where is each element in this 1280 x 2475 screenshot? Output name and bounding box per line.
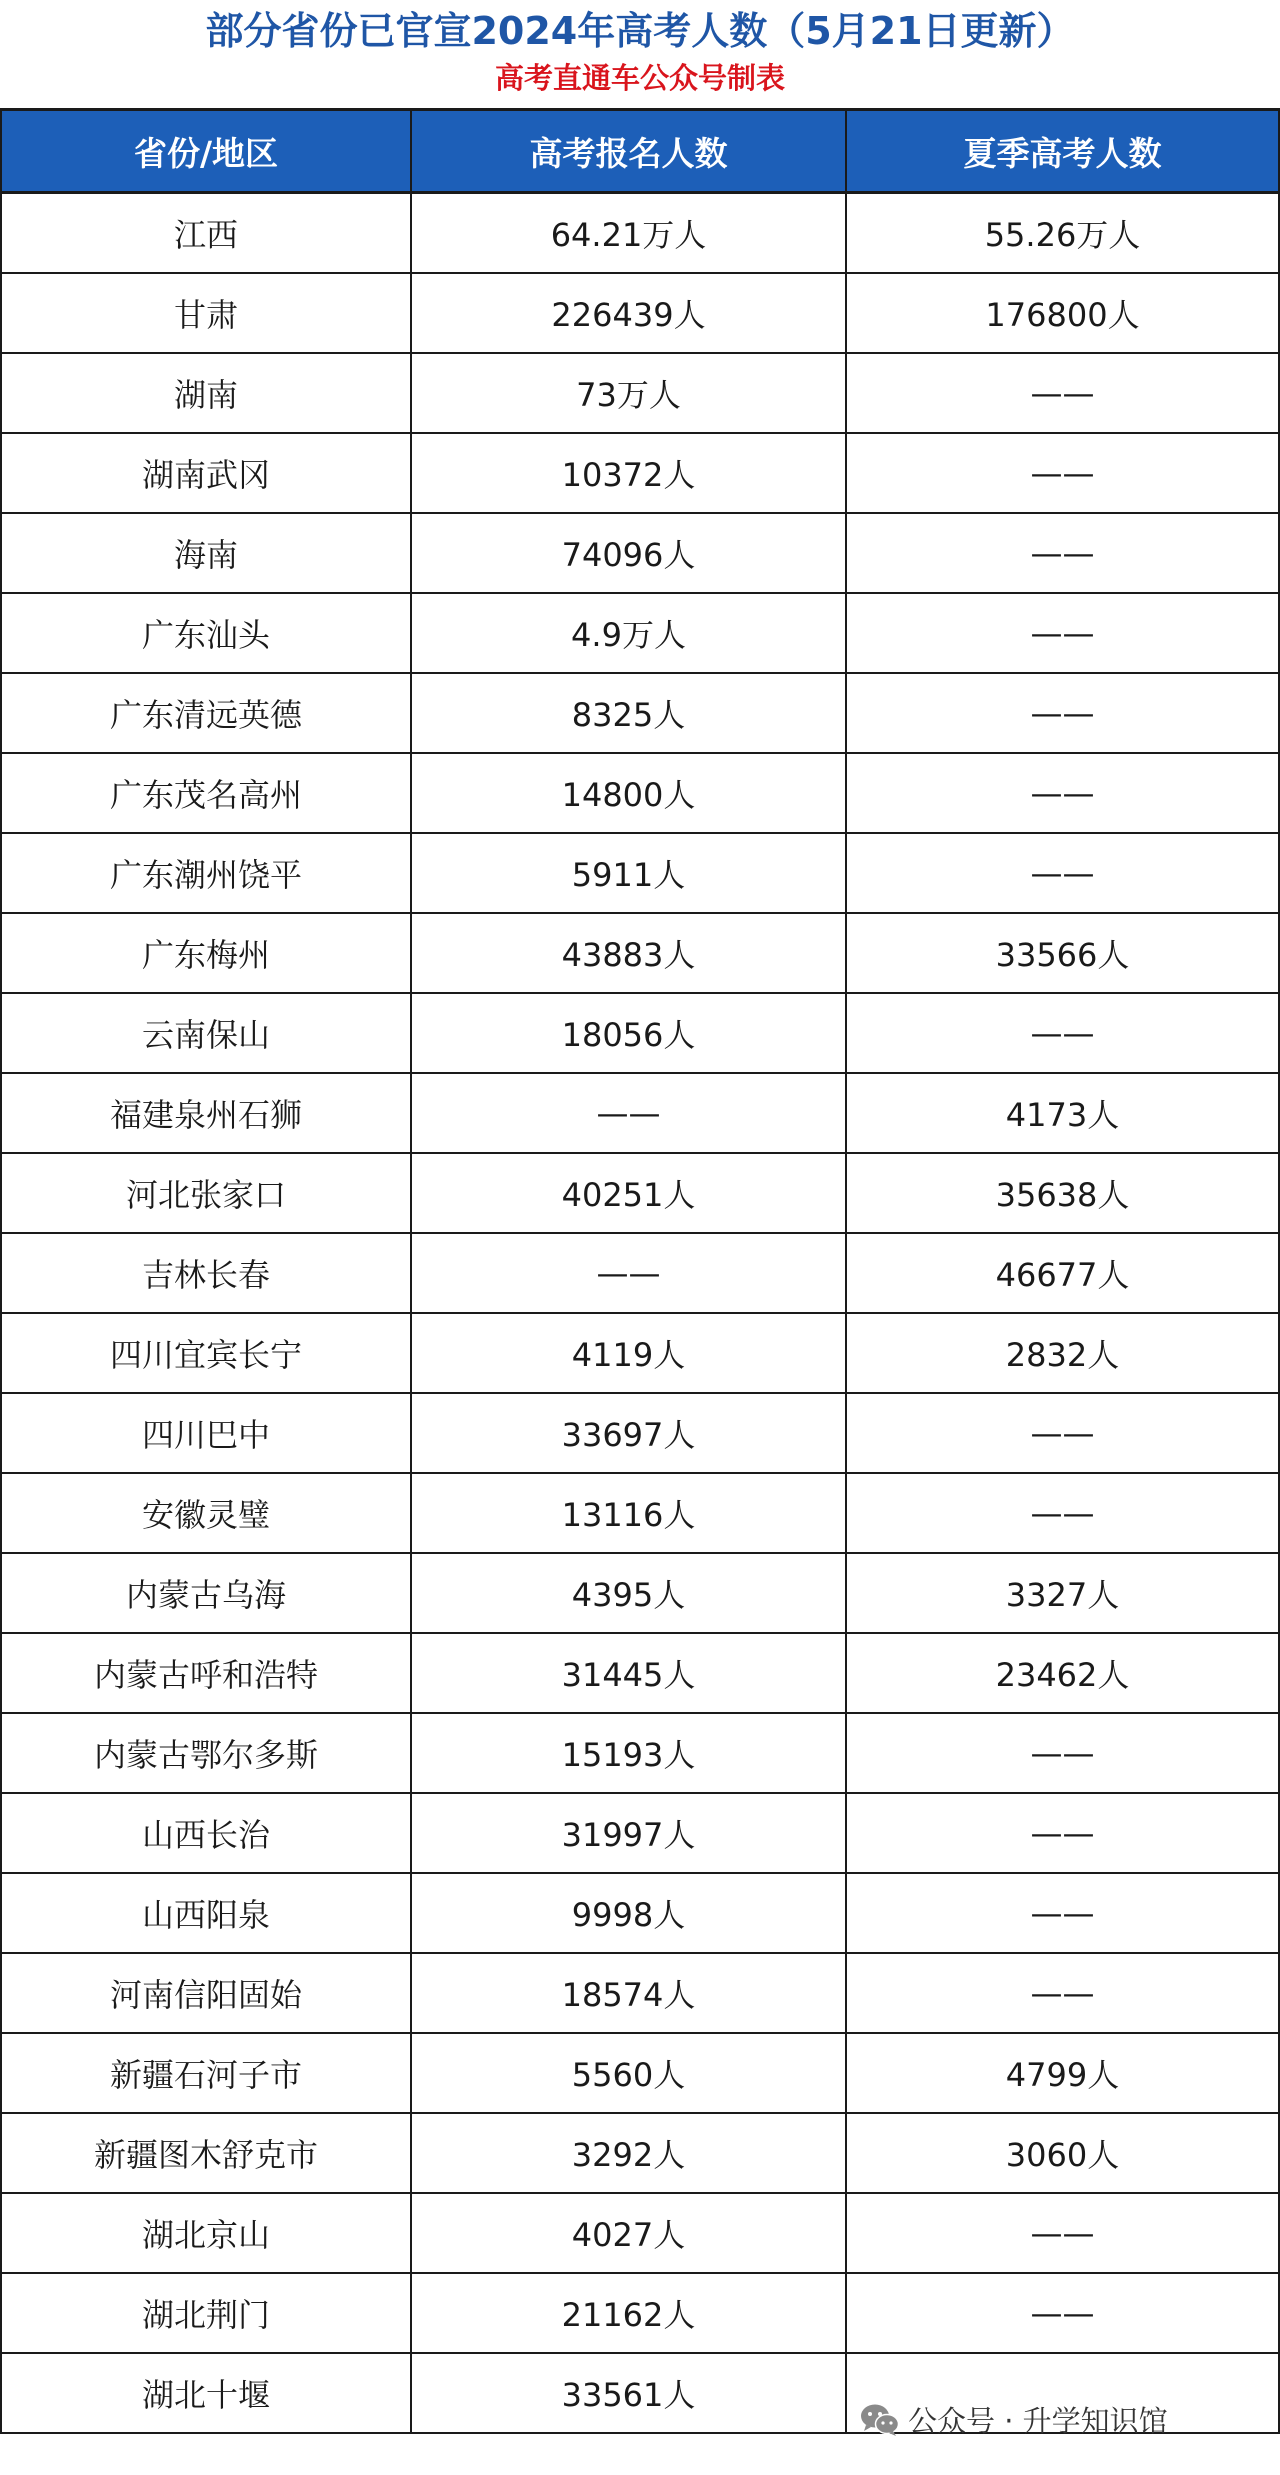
table-row bbox=[1, 1073, 1279, 1153]
table-row bbox=[1, 273, 1279, 353]
cell-registration-count: 10372人 bbox=[411, 433, 846, 513]
table-body bbox=[1, 193, 1279, 2434]
cell-registration-count: 4027人 bbox=[411, 2193, 846, 2273]
table-row bbox=[1, 1473, 1279, 1553]
table-row bbox=[1, 593, 1279, 673]
cell-registration-count: 33561人 bbox=[411, 2353, 846, 2433]
watermark-text: 公众号 · 升学知识馆 bbox=[908, 2404, 1168, 2438]
header-summer-count: 夏季高考人数 bbox=[846, 110, 1279, 193]
cell-registration-count: 43883人 bbox=[411, 913, 846, 993]
table-row bbox=[1, 833, 1279, 913]
cell-summer-count: —— bbox=[846, 753, 1279, 833]
table-row bbox=[1, 1313, 1279, 1393]
cell-summer-count: —— bbox=[846, 513, 1279, 593]
cell-summer-count: 3060人 bbox=[846, 2113, 1279, 2193]
table-row bbox=[1, 1953, 1279, 2033]
cell-region: 新疆石河子市 bbox=[1, 2033, 411, 2113]
cell-registration-count: 9998人 bbox=[411, 1873, 846, 1953]
cell-summer-count: —— bbox=[846, 2193, 1279, 2273]
cell-summer-count: 35638人 bbox=[846, 1153, 1279, 1233]
cell-region: 内蒙古乌海 bbox=[1, 1553, 411, 1633]
cell-region: 湖南 bbox=[1, 353, 411, 433]
table-row bbox=[1, 1633, 1279, 1713]
cell-region: 河南信阳固始 bbox=[1, 1953, 411, 2033]
cell-region: 云南保山 bbox=[1, 993, 411, 1073]
cell-region: 新疆图木舒克市 bbox=[1, 2113, 411, 2193]
cell-region: 广东茂名高州 bbox=[1, 753, 411, 833]
cell-region: 广东潮州饶平 bbox=[1, 833, 411, 913]
cell-summer-count: —— bbox=[846, 673, 1279, 753]
cell-region: 安徽灵璧 bbox=[1, 1473, 411, 1553]
cell-region: 湖北十堰 bbox=[1, 2353, 411, 2433]
cell-registration-count: 64.21万人 bbox=[411, 193, 846, 274]
table-row bbox=[1, 1553, 1279, 1633]
cell-summer-count: 33566人 bbox=[846, 913, 1279, 993]
cell-summer-count: —— bbox=[846, 1473, 1279, 1553]
table-row bbox=[1, 193, 1279, 274]
cell-region: 湖北荆门 bbox=[1, 2273, 411, 2353]
page-subtitle: 高考直通车公众号制表 bbox=[494, 61, 785, 95]
cell-summer-count: —— bbox=[846, 1393, 1279, 1473]
cell-registration-count: —— bbox=[411, 1073, 846, 1153]
cell-region: 山西阳泉 bbox=[1, 1873, 411, 1953]
cell-region: 广东清远英德 bbox=[1, 673, 411, 753]
cell-region: 江西 bbox=[1, 193, 411, 274]
table-row bbox=[1, 1153, 1279, 1233]
cell-region: 湖北京山 bbox=[1, 2193, 411, 2273]
cell-registration-count: 33697人 bbox=[411, 1393, 846, 1473]
page-title: 部分省份已官宣2024年高考人数（5月21日更新） bbox=[205, 9, 1075, 53]
cell-registration-count: 5560人 bbox=[411, 2033, 846, 2113]
cell-region: 河北张家口 bbox=[1, 1153, 411, 1233]
cell-region: 四川巴中 bbox=[1, 1393, 411, 1473]
table-row bbox=[1, 353, 1279, 433]
table-row bbox=[1, 1713, 1279, 1793]
cell-summer-count: 3327人 bbox=[846, 1553, 1279, 1633]
cell-region: 山西长治 bbox=[1, 1793, 411, 1873]
table-row bbox=[1, 433, 1279, 513]
cell-registration-count: 4395人 bbox=[411, 1553, 846, 1633]
data-table bbox=[0, 108, 1280, 2434]
cell-region: 四川宜宾长宁 bbox=[1, 1313, 411, 1393]
cell-registration-count: 18056人 bbox=[411, 993, 846, 1073]
cell-registration-count: 73万人 bbox=[411, 353, 846, 433]
cell-registration-count: 31445人 bbox=[411, 1633, 846, 1713]
cell-registration-count: 4.9万人 bbox=[411, 593, 846, 673]
cell-registration-count: 13116人 bbox=[411, 1473, 846, 1553]
cell-region: 湖南武冈 bbox=[1, 433, 411, 513]
header-row bbox=[1, 110, 1279, 193]
table-row bbox=[1, 2033, 1279, 2113]
cell-registration-count: 74096人 bbox=[411, 513, 846, 593]
cell-summer-count: 2832人 bbox=[846, 1313, 1279, 1393]
cell-summer-count: —— bbox=[846, 1873, 1279, 1953]
table-row bbox=[1, 2273, 1279, 2353]
title-block bbox=[0, 0, 1280, 110]
table-row bbox=[1, 1393, 1279, 1473]
header-region: 省份/地区 bbox=[1, 110, 411, 193]
table-row bbox=[1, 913, 1279, 993]
table-row bbox=[1, 2193, 1279, 2273]
cell-region: 吉林长春 bbox=[1, 1233, 411, 1313]
cell-registration-count: 21162人 bbox=[411, 2273, 846, 2353]
cell-summer-count: —— bbox=[846, 1713, 1279, 1793]
cell-summer-count: —— bbox=[846, 1793, 1279, 1873]
cell-summer-count: 46677人 bbox=[846, 1233, 1279, 1313]
cell-registration-count: 14800人 bbox=[411, 753, 846, 833]
cell-region: 甘肃 bbox=[1, 273, 411, 353]
table-row bbox=[1, 1233, 1279, 1313]
cell-summer-count: 4799人 bbox=[846, 2033, 1279, 2113]
cell-summer-count: 4173人 bbox=[846, 1073, 1279, 1153]
cell-region: 内蒙古鄂尔多斯 bbox=[1, 1713, 411, 1793]
cell-summer-count: —— bbox=[846, 833, 1279, 913]
cell-summer-count: —— bbox=[846, 593, 1279, 673]
cell-summer-count: 55.26万人 bbox=[846, 193, 1279, 274]
cell-registration-count: 31997人 bbox=[411, 1793, 846, 1873]
cell-summer-count: 23462人 bbox=[846, 1633, 1279, 1713]
cell-summer-count: —— bbox=[846, 433, 1279, 513]
cell-registration-count: 226439人 bbox=[411, 273, 846, 353]
table-row bbox=[1, 513, 1279, 593]
cell-registration-count: 3292人 bbox=[411, 2113, 846, 2193]
wechat-icon bbox=[860, 2403, 900, 2437]
table-row bbox=[1, 753, 1279, 833]
watermark bbox=[860, 2397, 1260, 2445]
header-registration-count: 高考报名人数 bbox=[411, 110, 846, 193]
cell-registration-count: —— bbox=[411, 1233, 846, 1313]
cell-registration-count: 18574人 bbox=[411, 1953, 846, 2033]
cell-summer-count: 176800人 bbox=[846, 273, 1279, 353]
cell-summer-count: —— bbox=[846, 2273, 1279, 2353]
table-row bbox=[1, 1793, 1279, 1873]
table-row bbox=[1, 673, 1279, 753]
table-row bbox=[1, 2113, 1279, 2193]
cell-region: 福建泉州石狮 bbox=[1, 1073, 411, 1153]
cell-registration-count: 4119人 bbox=[411, 1313, 846, 1393]
cell-summer-count: —— bbox=[846, 353, 1279, 433]
cell-summer-count: —— bbox=[846, 993, 1279, 1073]
cell-registration-count: 15193人 bbox=[411, 1713, 846, 1793]
cell-region: 内蒙古呼和浩特 bbox=[1, 1633, 411, 1713]
cell-region: 广东汕头 bbox=[1, 593, 411, 673]
cell-registration-count: 40251人 bbox=[411, 1153, 846, 1233]
table-row bbox=[1, 993, 1279, 1073]
cell-summer-count: —— bbox=[846, 1953, 1279, 2033]
table-header bbox=[1, 110, 1279, 193]
table-container bbox=[0, 108, 1280, 2475]
cell-registration-count: 5911人 bbox=[411, 833, 846, 913]
cell-region: 广东梅州 bbox=[1, 913, 411, 993]
cell-registration-count: 8325人 bbox=[411, 673, 846, 753]
cell-region: 海南 bbox=[1, 513, 411, 593]
table-row bbox=[1, 1873, 1279, 1953]
